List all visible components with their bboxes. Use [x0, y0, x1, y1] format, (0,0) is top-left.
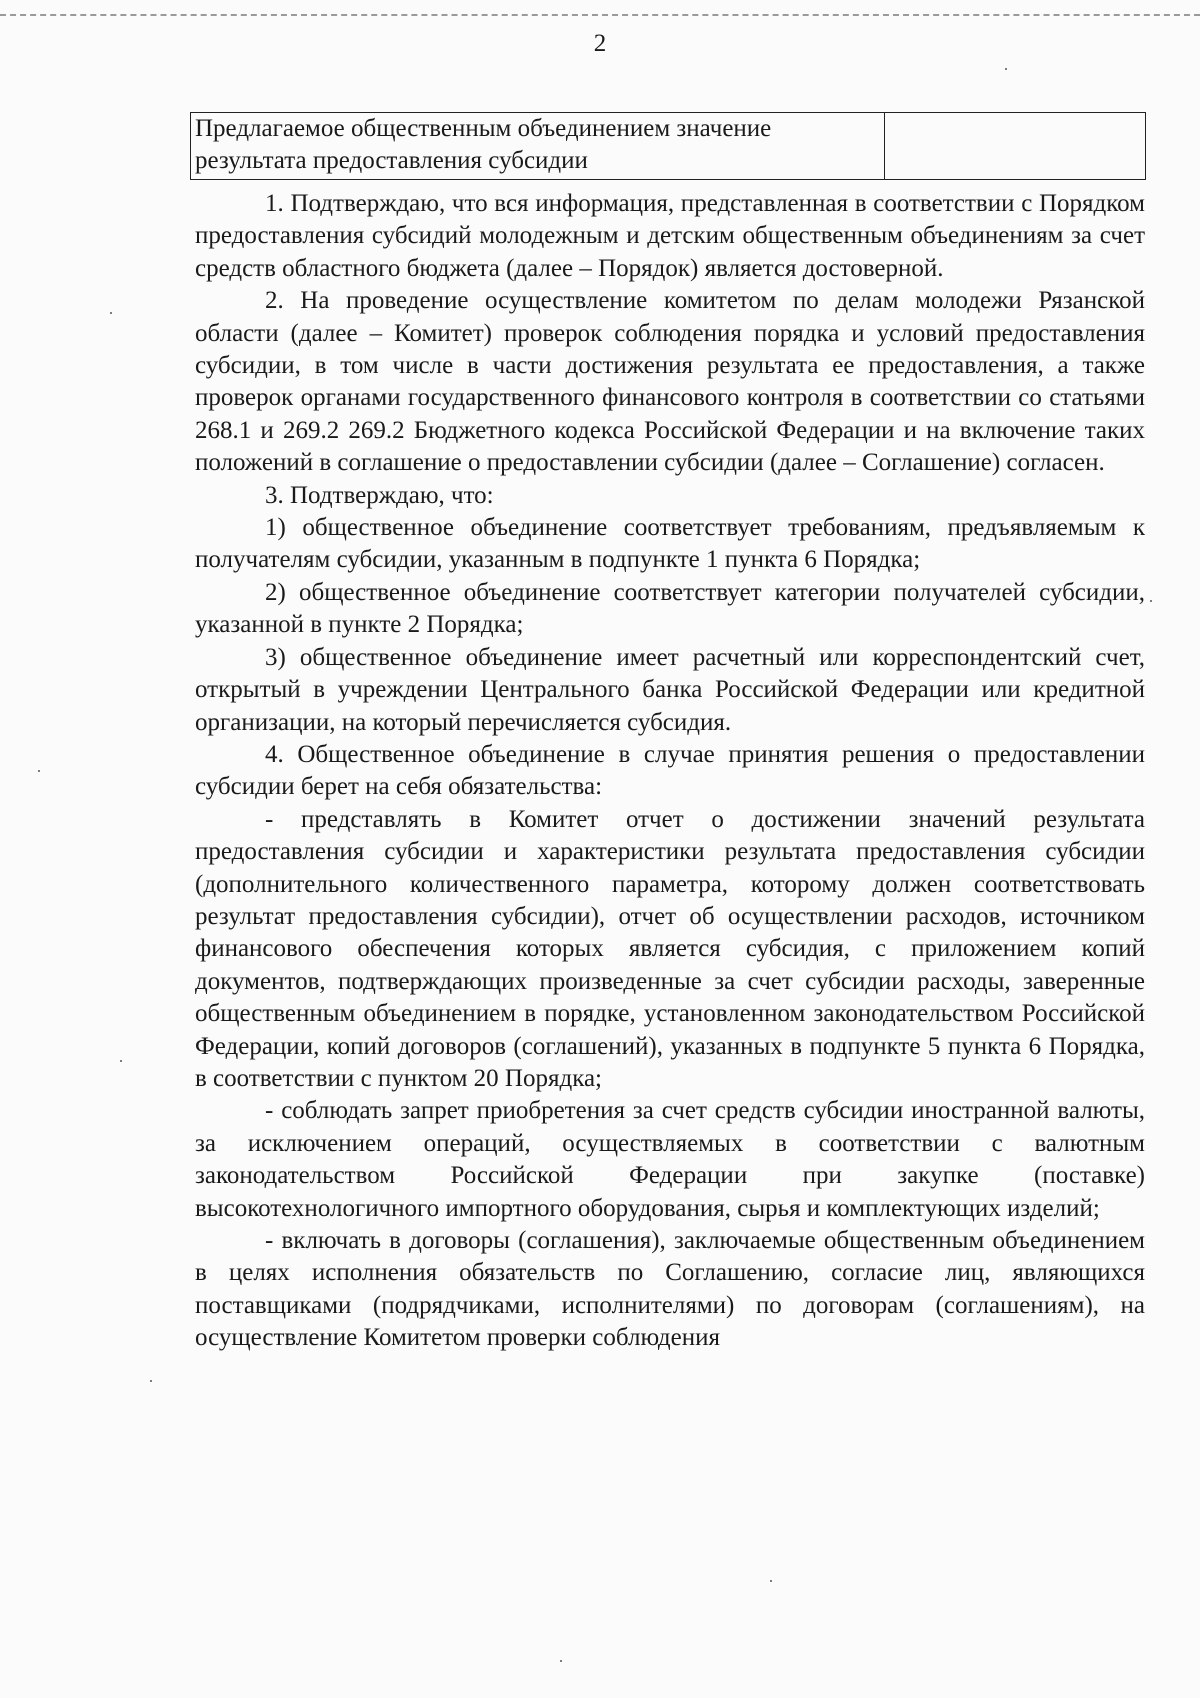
scan-speck [150, 1380, 152, 1382]
subitem-1: 1) общественное объединение соответствует требованиям, предъявляемым к получателям субсидии, указанным в подпункте 1 пункта 6 Порядка; [195, 514, 1145, 574]
paragraph-4: 4. Общественное объединение в случае принятия решения о предоставлении субсидии берет на себя обязательства: [195, 740, 1145, 801]
scan-speck [38, 770, 40, 772]
obligation-contracts: - включать в договоры (соглашения), заключаемые общественным объединением в целях исполнения обязательств по Соглашению, согласие лиц, являющихся поставщиками (подрядчиками, исполнителями) по договорам (соглашениям), на осуществление Комитетом проверки соблюдения [195, 1227, 1145, 1352]
result-value-table [190, 112, 1146, 180]
obligation-report: - представлять в Комитет отчет о достижении значений результата предоставления субсидии и характеристики результата предоставления субсидии (дополнительного количественного параметра, которому должен соответствовать результат предоставления субсидии), отчет об осуществлении расходов, источником финансового обеспечения которых является субсидия, с приложением копий документов, подтверждающих произведенные за счет субсидии расходы, заверенные общественным объединением в порядке, установленном законодательством Российской Федерации, копий договоров (соглашений), указанных в подпункте 5 пункта 6 Порядка, в соответствии с пунктом 20 Порядка; [195, 805, 1145, 1092]
table-row [191, 113, 1146, 180]
obligation-currency: - соблюдать запрет приобретения за счет средств субсидии иностранной валюты, за исключением операций, осуществляемых в соответствии с валютным законодательством Российской Федерации при закупке (поставке) высокотехнологичного импортного оборудования, сырья и комплектующих изделий; [195, 1097, 1145, 1222]
scan-speck [1150, 600, 1152, 602]
scan-speck [770, 1580, 772, 1582]
page-number: 2 [593, 30, 607, 57]
paragraph-3: 3. Подтверждаю, что: [265, 481, 494, 509]
scan-speck [120, 1060, 122, 1062]
paragraph-2: 2. На проведение осуществление комитетом по делам молодежи Рязанской области (далее – Комитет) проверок соблюдения порядка и условий предоставления субсидии, в том числе в части достижения результата ее предоставления, а также проверок органами государственного финансового контроля в соответствии со статьями 268.1 и 269.2 269.2 Бюджетного кодекса Российской Федерации и на включение таких положений в соглашение о предоставлении субсидии (далее – Соглашение) согласен. [195, 287, 1145, 477]
subitem-3: 3) общественное объединение имеет расчетный или корреспондентский счет, открытый в учреждении Центрального банка Российской Федерации или кредитной организации, на который перечисляется субсидия. [195, 643, 1145, 736]
document-body [195, 188, 1145, 1355]
scan-speck [560, 1660, 562, 1662]
scan-speck [1005, 68, 1007, 70]
subitem-2: 2) общественное объединение соответствует категории получателей субсидии, указанной в пункте 2 Порядка; [195, 578, 1145, 639]
paragraph-1: 1. Подтверждаю, что вся информация, представленная в соответствии с Порядком предоставления субсидий молодежным и детским общественным объединениям за счет средств областного бюджета (далее – Порядок) является достоверной. [195, 190, 1145, 282]
table-value-cell [885, 113, 1146, 180]
table-label-cell: Предлагаемое общественным объединением значение результата предоставления субсидии [191, 113, 885, 180]
scan-speck [110, 312, 112, 314]
scan-top-edge [0, 14, 1200, 16]
